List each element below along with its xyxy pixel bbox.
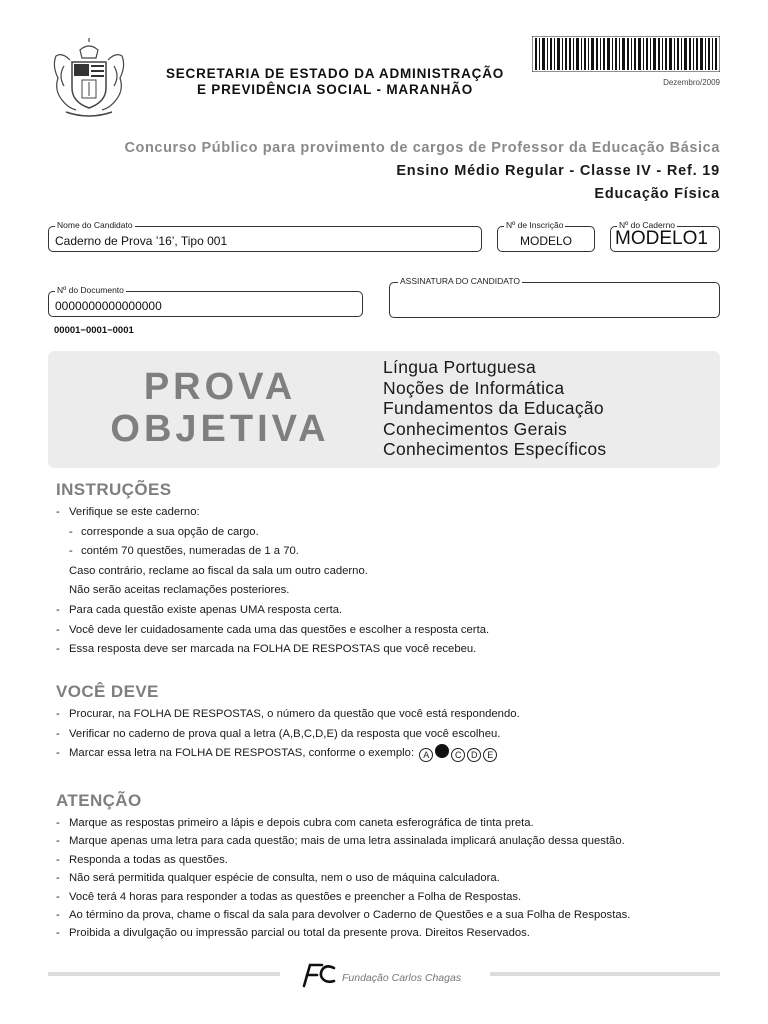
candidate-name-field[interactable] <box>48 220 482 252</box>
subject-title: Educação Física <box>594 186 720 202</box>
booklet-code: 00001−0001−0001 <box>54 325 134 336</box>
answer-bubble-d: D <box>467 748 481 762</box>
attention-heading: ATENÇÃO <box>56 791 142 810</box>
list-item: - Marcar essa letra na FOLHA DE RESPOSTAS, conforme o exemplo: A C D E <box>56 744 520 764</box>
org-line-1: SECRETARIA DE ESTADO DA ADMINISTRAÇÃO <box>165 66 505 81</box>
fcc-logo-icon <box>300 962 336 988</box>
registration-number-field[interactable] <box>497 220 595 252</box>
list-item: - Responda a todas as questões. <box>56 853 228 866</box>
answer-bubble-e: E <box>483 748 497 762</box>
subject-list <box>383 357 606 460</box>
barcode-icon <box>532 36 720 72</box>
level-title: Ensino Médio Regular - Classe IV - Ref. 19 <box>396 163 720 179</box>
candidate-name-label: Nome do Candidato <box>57 220 133 230</box>
answer-bubble-a: A <box>419 748 433 762</box>
booklet-number-label: Nº do Caderno <box>619 220 676 230</box>
list-item: - Verificar no caderno de prova qual a letra (A,B,C,D,E) da resposta que você escolheu. <box>56 727 501 740</box>
subject-item: Conhecimentos Específicos <box>383 439 607 459</box>
list-item: - Marque apenas uma letra para cada questão; mais de uma letra assinalada implicará anulação dessa questão. <box>56 835 625 848</box>
list-item: Não serão aceitas reclamações posteriores. <box>69 584 290 597</box>
list-item: - Você terá 4 horas para responder a todas as questões e preencher a Folha de Respostas. <box>56 890 522 903</box>
subject-item: Noções de Informática <box>383 377 565 398</box>
instructions-heading: INSTRUÇÕES <box>56 480 172 499</box>
candidate-name-value: Caderno de Prova ’16’, Tipo 001 <box>55 234 228 248</box>
exam-title-line-1: PROVA <box>143 366 297 408</box>
answer-bubble-b-filled <box>435 744 449 758</box>
list-item: - corresponde a sua opção de cargo. <box>69 525 259 538</box>
signature-label: ASSINATURA DO CANDIDATO <box>400 276 520 286</box>
instructions-list <box>56 503 489 660</box>
foundation-name: Fundação Carlos Chagas <box>342 972 462 984</box>
list-item: - Para cada questão existe apenas UMA resposta certa. <box>56 603 343 616</box>
organization-name <box>130 66 540 98</box>
you-must-heading: VOCÊ DEVE <box>56 682 159 701</box>
list-item: - Proibida a divulgação ou impressão parcial ou total da presente prova. Direitos Reservados. <box>56 927 530 940</box>
maranhao-coat-of-arms-icon <box>50 38 128 118</box>
list-item: - Procurar, na FOLHA DE RESPOSTAS, o número da questão que você está respondendo. <box>56 708 520 720</box>
org-line-2: E PREVIDÊNCIA SOCIAL - MARANHÃO <box>196 82 474 97</box>
list-item: - Ao término da prova, chame o fiscal da sala para devolver o Caderno de Questões e a sua Folha de Respostas. <box>56 909 631 922</box>
subject-item: Língua Portuguesa <box>383 357 536 377</box>
subject-item: Fundamentos da Educação <box>383 398 604 418</box>
document-number-value: 0000000000000000 <box>55 299 162 313</box>
list-item: - Verifique se este caderno: <box>56 506 200 518</box>
registration-number-value: MODELO <box>519 234 572 248</box>
exam-title <box>70 366 370 450</box>
date-label: Dezembro/2009 <box>663 78 720 87</box>
signature-field[interactable] <box>389 276 720 318</box>
answer-bubble-c: C <box>451 748 465 762</box>
exam-title-line-2: OBJETIVA <box>110 408 330 450</box>
you-must-list <box>56 705 520 764</box>
contest-title: Concurso Público para provimento de cargos de Professor da Educação Básica <box>124 140 720 156</box>
list-item: - Não será permitida qualquer espécie de consulta, nem o uso de máquina calculadora. <box>56 872 500 885</box>
attention-list <box>56 814 630 943</box>
footer-divider-right <box>490 972 720 976</box>
registration-number-label: Nº de Inscrição <box>506 220 564 230</box>
footer-divider-left <box>48 972 280 976</box>
subject-item: Conhecimentos Gerais <box>383 418 567 439</box>
list-item: - contém 70 questões, numeradas de 1 a 70. <box>69 545 299 558</box>
list-item: - Você deve ler cuidadosamente cada uma das questões e escolher a resposta certa. <box>56 623 490 636</box>
booklet-number-field[interactable] <box>610 220 720 252</box>
document-number-field[interactable] <box>48 285 363 317</box>
list-item: - Marque as respostas primeiro a lápis e depois cubra com caneta esferográfica de tinta preta. <box>56 817 534 829</box>
list-item: Caso contrário, reclame ao fiscal da sala um outro caderno. <box>69 564 368 577</box>
booklet-number-value: MODELO1 <box>615 228 708 249</box>
document-number-label: Nº do Documento <box>57 285 124 295</box>
list-item: - Essa resposta deve ser marcada na FOLHA DE RESPOSTAS que você recebeu. <box>56 643 477 656</box>
